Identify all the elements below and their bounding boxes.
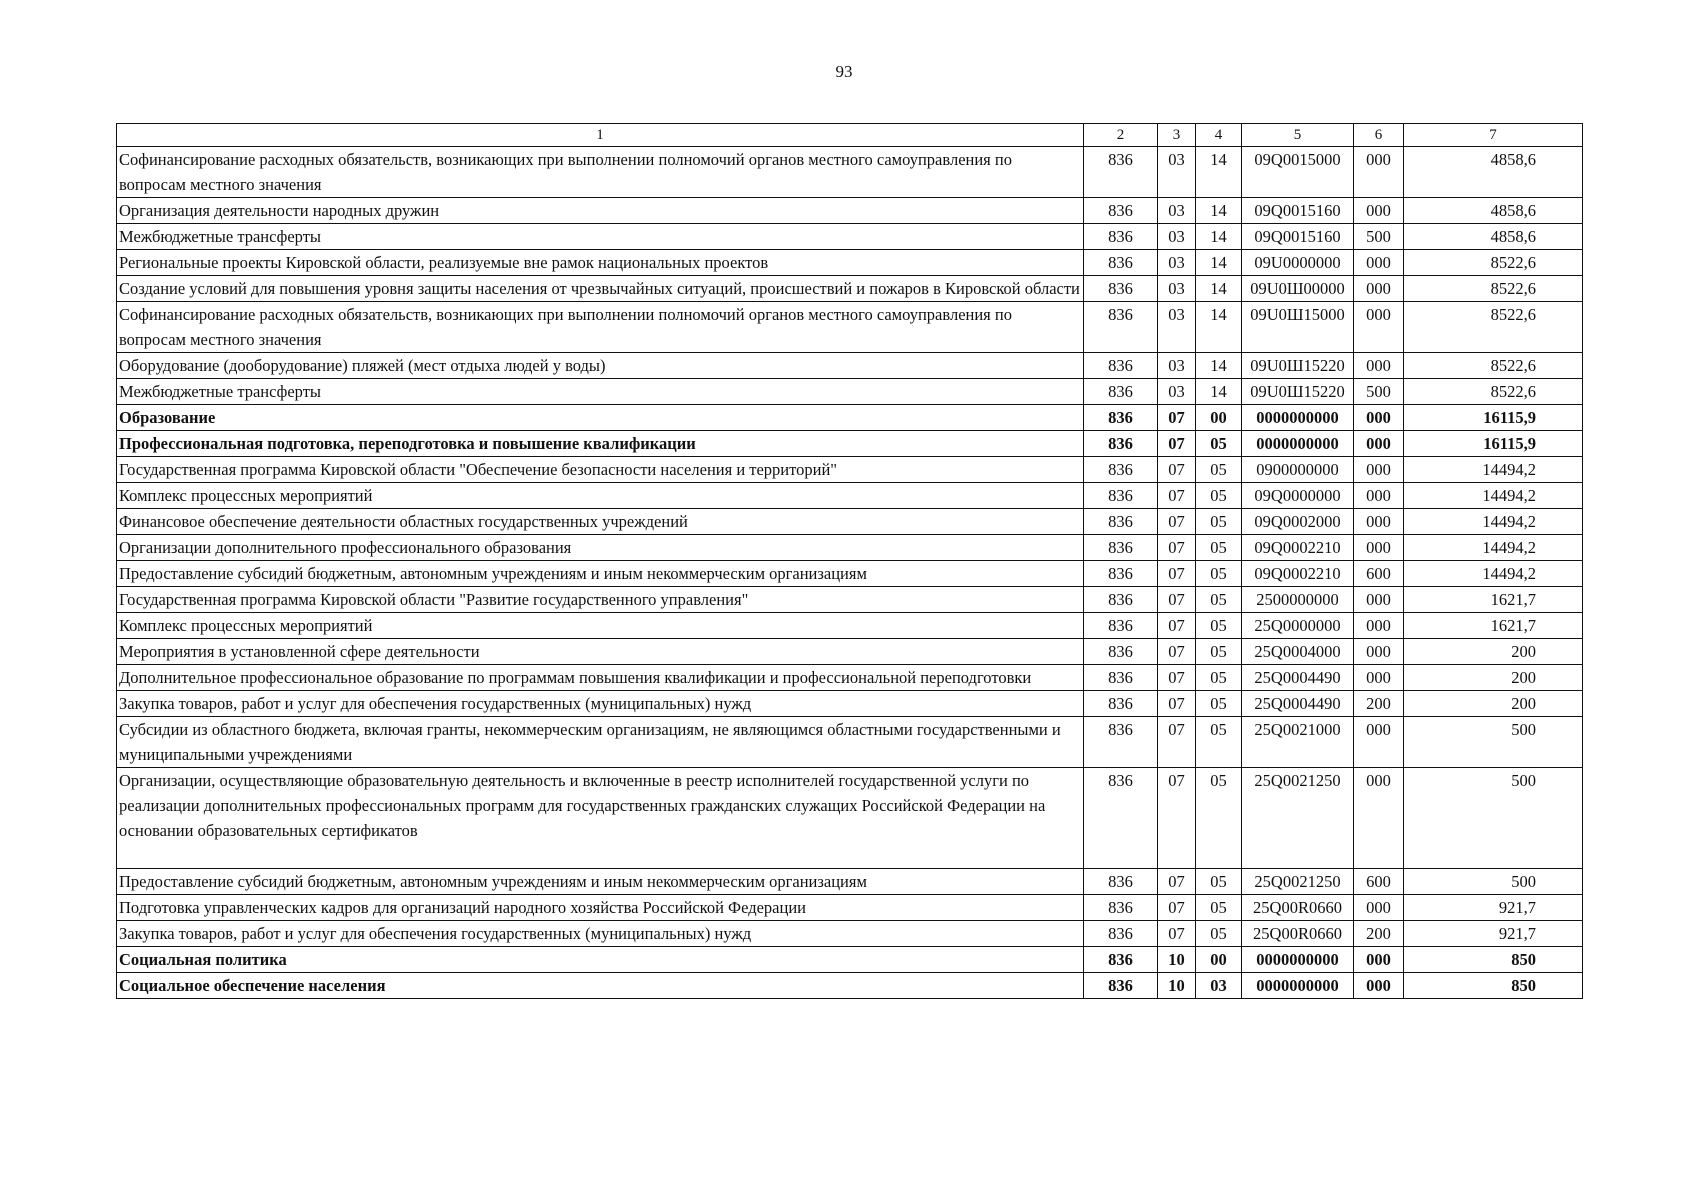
row-expense-type-code: 200	[1354, 691, 1404, 717]
row-subsection-code: 14	[1196, 379, 1242, 405]
row-target-code: 09Q0002210	[1242, 535, 1354, 561]
row-expense-type-code: 000	[1354, 639, 1404, 665]
table-row	[117, 921, 1583, 947]
row-target-code: 25Q0004490	[1242, 691, 1354, 717]
row-target-code: 25Q00R0660	[1242, 895, 1354, 921]
row-subsection-code: 14	[1196, 250, 1242, 276]
row-expense-type-code: 500	[1354, 379, 1404, 405]
row-amount: 8522,6	[1404, 250, 1583, 276]
row-subsection-code: 05	[1196, 717, 1242, 768]
row-name: Закупка товаров, работ и услуг для обеспечения государственных (муниципальных) нужд	[117, 691, 1084, 717]
row-subsection-code: 14	[1196, 198, 1242, 224]
row-section-code: 07	[1158, 535, 1196, 561]
table-row	[117, 224, 1583, 250]
table-row	[117, 509, 1583, 535]
row-ministry-code: 836	[1084, 198, 1158, 224]
table-row	[117, 665, 1583, 691]
row-expense-type-code: 000	[1354, 431, 1404, 457]
table-row	[117, 973, 1583, 999]
row-ministry-code: 836	[1084, 431, 1158, 457]
row-target-code: 2500000000	[1242, 587, 1354, 613]
row-target-code: 25Q0021250	[1242, 869, 1354, 895]
table-row	[117, 613, 1583, 639]
row-expense-type-code: 000	[1354, 947, 1404, 973]
row-section-code: 03	[1158, 379, 1196, 405]
row-target-code: 25Q0004000	[1242, 639, 1354, 665]
row-expense-type-code: 200	[1354, 921, 1404, 947]
row-section-code: 03	[1158, 353, 1196, 379]
table-row	[117, 405, 1583, 431]
row-subsection-code: 05	[1196, 869, 1242, 895]
row-subsection-code: 14	[1196, 147, 1242, 198]
row-target-code: 09Q0002000	[1242, 509, 1354, 535]
row-section-code: 03	[1158, 147, 1196, 198]
row-ministry-code: 836	[1084, 405, 1158, 431]
row-section-code: 03	[1158, 198, 1196, 224]
row-name: Региональные проекты Кировской области, реализуемые вне рамок национальных проектов	[117, 250, 1084, 276]
table-row	[117, 895, 1583, 921]
column-header: 6	[1354, 124, 1404, 147]
row-section-code: 07	[1158, 431, 1196, 457]
table-row	[117, 250, 1583, 276]
row-name: Предоставление субсидий бюджетным, автономным учреждениям и иным некоммерческим организациям	[117, 561, 1084, 587]
table-row	[117, 587, 1583, 613]
row-subsection-code: 05	[1196, 431, 1242, 457]
row-name: Образование	[117, 405, 1084, 431]
table-row	[117, 457, 1583, 483]
row-section-code: 07	[1158, 717, 1196, 768]
page-number: 93	[835, 62, 853, 81]
table-row	[117, 717, 1583, 768]
row-subsection-code: 14	[1196, 276, 1242, 302]
row-expense-type-code: 000	[1354, 768, 1404, 869]
row-subsection-code: 05	[1196, 639, 1242, 665]
row-ministry-code: 836	[1084, 147, 1158, 198]
row-expense-type-code: 000	[1354, 509, 1404, 535]
row-section-code: 07	[1158, 457, 1196, 483]
table-row	[117, 561, 1583, 587]
column-header: 3	[1158, 124, 1196, 147]
row-section-code: 07	[1158, 405, 1196, 431]
row-ministry-code: 836	[1084, 379, 1158, 405]
row-ministry-code: 836	[1084, 457, 1158, 483]
row-expense-type-code: 000	[1354, 535, 1404, 561]
table-row	[117, 947, 1583, 973]
row-expense-type-code: 000	[1354, 302, 1404, 353]
table-row	[117, 276, 1583, 302]
row-target-code: 0000000000	[1242, 973, 1354, 999]
row-target-code: 0000000000	[1242, 431, 1354, 457]
table-row	[117, 869, 1583, 895]
row-expense-type-code: 000	[1354, 250, 1404, 276]
row-amount: 500	[1404, 717, 1583, 768]
row-ministry-code: 836	[1084, 613, 1158, 639]
row-amount: 1621,7	[1404, 613, 1583, 639]
row-section-code: 03	[1158, 302, 1196, 353]
row-ministry-code: 836	[1084, 276, 1158, 302]
row-target-code: 25Q0021250	[1242, 768, 1354, 869]
row-amount: 8522,6	[1404, 276, 1583, 302]
row-ministry-code: 836	[1084, 973, 1158, 999]
row-subsection-code: 05	[1196, 457, 1242, 483]
row-target-code: 09U0Ш15220	[1242, 353, 1354, 379]
row-ministry-code: 836	[1084, 587, 1158, 613]
row-amount: 8522,6	[1404, 379, 1583, 405]
row-target-code: 09U0Ш15000	[1242, 302, 1354, 353]
row-expense-type-code: 500	[1354, 224, 1404, 250]
row-name: Мероприятия в установленной сфере деятельности	[117, 639, 1084, 665]
row-ministry-code: 836	[1084, 224, 1158, 250]
row-name: Софинансирование расходных обязательств, возникающих при выполнении полномочий органов местного самоуправления по вопросам местного значения	[117, 302, 1084, 353]
row-target-code: 09Q0000000	[1242, 483, 1354, 509]
row-name: Социальная политика	[117, 947, 1084, 973]
row-subsection-code: 05	[1196, 768, 1242, 869]
row-name: Организация деятельности народных дружин	[117, 198, 1084, 224]
table-row	[117, 147, 1583, 198]
row-expense-type-code: 000	[1354, 665, 1404, 691]
column-number-row	[117, 124, 1583, 147]
row-amount: 500	[1404, 869, 1583, 895]
table-row	[117, 483, 1583, 509]
row-subsection-code: 05	[1196, 665, 1242, 691]
row-subsection-code: 14	[1196, 302, 1242, 353]
row-name: Комплекс процессных мероприятий	[117, 613, 1084, 639]
table-row	[117, 535, 1583, 561]
row-name: Софинансирование расходных обязательств, возникающих при выполнении полномочий органов местного самоуправления по вопросам местного значения	[117, 147, 1084, 198]
row-ministry-code: 836	[1084, 353, 1158, 379]
row-expense-type-code: 000	[1354, 276, 1404, 302]
row-subsection-code: 00	[1196, 405, 1242, 431]
row-target-code: 25Q0004490	[1242, 665, 1354, 691]
row-target-code: 09Q0015160	[1242, 224, 1354, 250]
row-name: Профессиональная подготовка, переподготовка и повышение квалификации	[117, 431, 1084, 457]
row-amount: 8522,6	[1404, 353, 1583, 379]
row-subsection-code: 05	[1196, 535, 1242, 561]
row-name: Организации дополнительного профессионального образования	[117, 535, 1084, 561]
row-section-code: 07	[1158, 665, 1196, 691]
row-target-code: 09U0Ш15220	[1242, 379, 1354, 405]
row-expense-type-code: 000	[1354, 895, 1404, 921]
row-subsection-code: 05	[1196, 921, 1242, 947]
row-amount: 14494,2	[1404, 483, 1583, 509]
row-subsection-code: 05	[1196, 561, 1242, 587]
row-ministry-code: 836	[1084, 509, 1158, 535]
row-name: Предоставление субсидий бюджетным, автономным учреждениям и иным некоммерческим организациям	[117, 869, 1084, 895]
row-subsection-code: 03	[1196, 973, 1242, 999]
row-expense-type-code: 000	[1354, 457, 1404, 483]
table-row	[117, 353, 1583, 379]
row-section-code: 10	[1158, 947, 1196, 973]
row-amount: 16115,9	[1404, 431, 1583, 457]
table-row	[117, 691, 1583, 717]
row-expense-type-code: 000	[1354, 613, 1404, 639]
row-expense-type-code: 000	[1354, 973, 1404, 999]
row-name: Межбюджетные трансферты	[117, 379, 1084, 405]
row-target-code: 09U0Ш00000	[1242, 276, 1354, 302]
row-target-code: 09U0000000	[1242, 250, 1354, 276]
row-name: Комплекс процессных мероприятий	[117, 483, 1084, 509]
row-expense-type-code: 000	[1354, 353, 1404, 379]
row-ministry-code: 836	[1084, 947, 1158, 973]
row-target-code: 0000000000	[1242, 947, 1354, 973]
row-name: Дополнительное профессиональное образование по программам повышения квалификации и профессиональной переподготовки	[117, 665, 1084, 691]
row-section-code: 03	[1158, 224, 1196, 250]
row-amount: 921,7	[1404, 921, 1583, 947]
row-subsection-code: 05	[1196, 895, 1242, 921]
row-expense-type-code: 000	[1354, 147, 1404, 198]
row-amount: 14494,2	[1404, 561, 1583, 587]
row-section-code: 07	[1158, 768, 1196, 869]
row-amount: 200	[1404, 639, 1583, 665]
row-amount: 500	[1404, 768, 1583, 869]
row-ministry-code: 836	[1084, 691, 1158, 717]
column-header: 4	[1196, 124, 1242, 147]
row-target-code: 0900000000	[1242, 457, 1354, 483]
table-row	[117, 198, 1583, 224]
row-expense-type-code: 000	[1354, 483, 1404, 509]
table-row	[117, 431, 1583, 457]
row-amount: 4858,6	[1404, 147, 1583, 198]
row-section-code: 07	[1158, 613, 1196, 639]
row-ministry-code: 836	[1084, 561, 1158, 587]
row-target-code: 25Q0021000	[1242, 717, 1354, 768]
row-name: Подготовка управленческих кадров для организаций народного хозяйства Российской Федерации	[117, 895, 1084, 921]
row-target-code: 09Q0015000	[1242, 147, 1354, 198]
row-expense-type-code: 600	[1354, 561, 1404, 587]
row-expense-type-code: 000	[1354, 717, 1404, 768]
row-name: Государственная программа Кировской области "Обеспечение безопасности населения и территорий"	[117, 457, 1084, 483]
column-header: 5	[1242, 124, 1354, 147]
row-subsection-code: 00	[1196, 947, 1242, 973]
row-name: Межбюджетные трансферты	[117, 224, 1084, 250]
row-subsection-code: 14	[1196, 224, 1242, 250]
row-ministry-code: 836	[1084, 302, 1158, 353]
row-expense-type-code: 600	[1354, 869, 1404, 895]
row-ministry-code: 836	[1084, 921, 1158, 947]
row-subsection-code: 05	[1196, 613, 1242, 639]
row-amount: 1621,7	[1404, 587, 1583, 613]
row-section-code: 07	[1158, 483, 1196, 509]
row-subsection-code: 14	[1196, 353, 1242, 379]
column-header: 2	[1084, 124, 1158, 147]
row-section-code: 07	[1158, 895, 1196, 921]
row-amount: 4858,6	[1404, 224, 1583, 250]
row-subsection-code: 05	[1196, 587, 1242, 613]
row-name: Социальное обеспечение населения	[117, 973, 1084, 999]
row-ministry-code: 836	[1084, 768, 1158, 869]
row-amount: 8522,6	[1404, 302, 1583, 353]
row-name: Государственная программа Кировской области "Развитие государственного управления"	[117, 587, 1084, 613]
row-section-code: 07	[1158, 921, 1196, 947]
row-section-code: 07	[1158, 869, 1196, 895]
table-row	[117, 379, 1583, 405]
row-name: Субсидии из областного бюджета, включая гранты, некоммерческим организациям, не являющимся областными государственными и муниципальными учреждениями	[117, 717, 1084, 768]
row-amount: 4858,6	[1404, 198, 1583, 224]
row-name: Организации, осуществляющие образовательную деятельность и включенные в реестр исполнителей государственной услуги по реализации дополнительных профессиональных программ для государственных гражданских служащих Российской Федерации на основании образовательных сертификатов	[117, 768, 1084, 869]
column-header: 1	[117, 124, 1084, 147]
row-expense-type-code: 000	[1354, 405, 1404, 431]
row-expense-type-code: 000	[1354, 198, 1404, 224]
row-amount: 850	[1404, 973, 1583, 999]
table-body	[117, 147, 1583, 999]
row-section-code: 07	[1158, 587, 1196, 613]
row-target-code: 09Q0002210	[1242, 561, 1354, 587]
row-ministry-code: 836	[1084, 250, 1158, 276]
row-amount: 14494,2	[1404, 535, 1583, 561]
row-amount: 16115,9	[1404, 405, 1583, 431]
table-row	[117, 639, 1583, 665]
row-ministry-code: 836	[1084, 483, 1158, 509]
row-name: Финансовое обеспечение деятельности областных государственных учреждений	[117, 509, 1084, 535]
row-amount: 14494,2	[1404, 509, 1583, 535]
row-name: Оборудование (дооборудование) пляжей (мест отдыха людей у воды)	[117, 353, 1084, 379]
table-row	[117, 302, 1583, 353]
row-ministry-code: 836	[1084, 665, 1158, 691]
row-amount: 200	[1404, 665, 1583, 691]
table-row	[117, 768, 1583, 869]
row-ministry-code: 836	[1084, 535, 1158, 561]
row-subsection-code: 05	[1196, 509, 1242, 535]
column-header: 7	[1404, 124, 1583, 147]
row-subsection-code: 05	[1196, 483, 1242, 509]
row-target-code: 25Q00R0660	[1242, 921, 1354, 947]
row-ministry-code: 836	[1084, 895, 1158, 921]
row-expense-type-code: 000	[1354, 587, 1404, 613]
row-target-code: 09Q0015160	[1242, 198, 1354, 224]
row-section-code: 07	[1158, 561, 1196, 587]
row-amount: 850	[1404, 947, 1583, 973]
row-target-code: 0000000000	[1242, 405, 1354, 431]
row-amount: 921,7	[1404, 895, 1583, 921]
row-ministry-code: 836	[1084, 639, 1158, 665]
row-target-code: 25Q0000000	[1242, 613, 1354, 639]
row-section-code: 07	[1158, 509, 1196, 535]
row-ministry-code: 836	[1084, 869, 1158, 895]
row-section-code: 03	[1158, 276, 1196, 302]
row-ministry-code: 836	[1084, 717, 1158, 768]
row-name: Закупка товаров, работ и услуг для обеспечения государственных (муниципальных) нужд	[117, 921, 1084, 947]
row-section-code: 07	[1158, 639, 1196, 665]
row-subsection-code: 05	[1196, 691, 1242, 717]
row-amount: 200	[1404, 691, 1583, 717]
row-amount: 14494,2	[1404, 457, 1583, 483]
row-section-code: 10	[1158, 973, 1196, 999]
row-section-code: 03	[1158, 250, 1196, 276]
row-section-code: 07	[1158, 691, 1196, 717]
budget-table	[116, 123, 1583, 999]
row-name: Создание условий для повышения уровня защиты населения от чрезвычайных ситуаций, происшествий и пожаров в Кировской области	[117, 276, 1084, 302]
